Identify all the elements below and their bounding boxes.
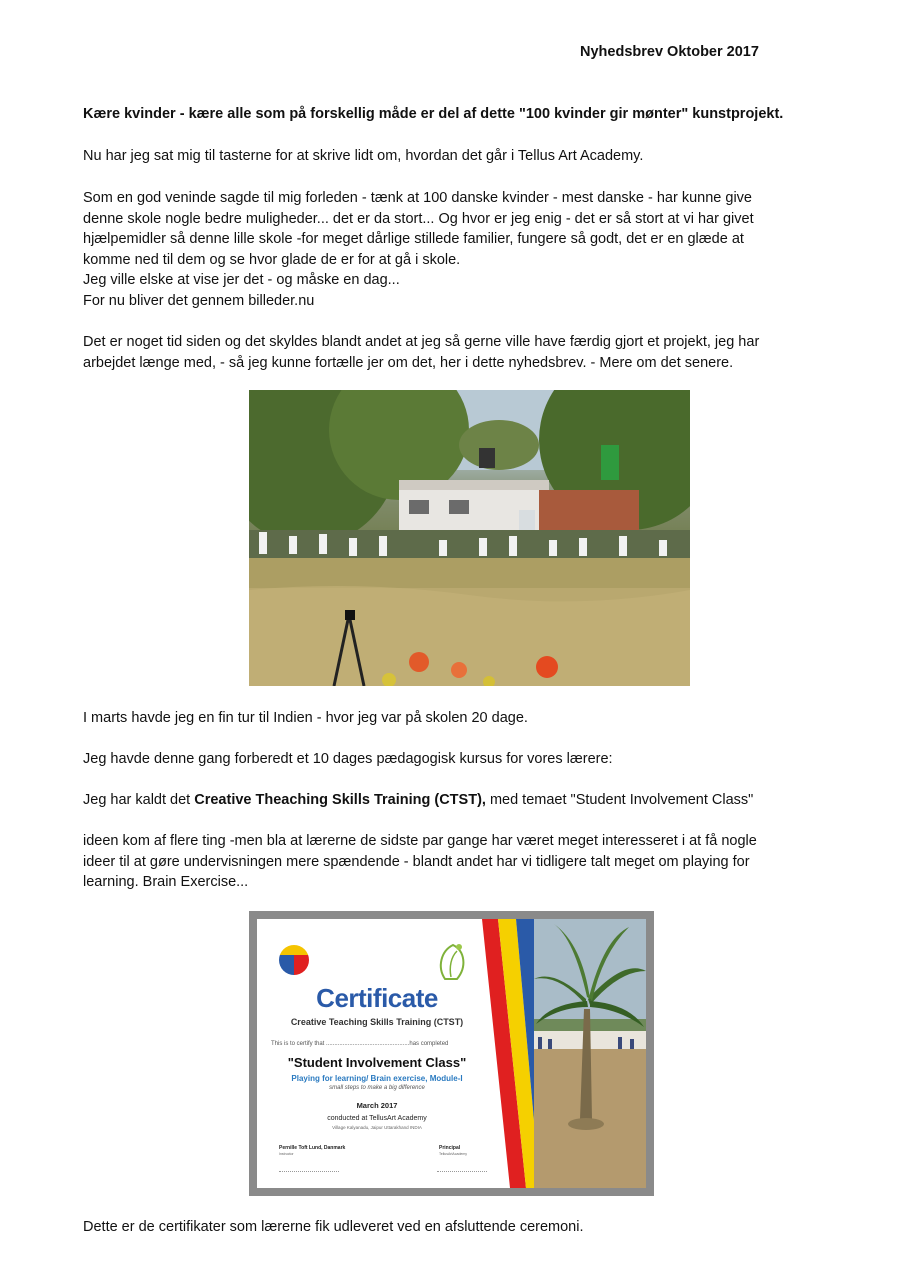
paragraph-2-line: For nu bliver det gennem billeder.nu [83, 292, 315, 309]
paragraph-2-line: komme ned til dem og se hvor glade de er for at gå i skole. [83, 251, 461, 268]
certificate-tagline: small steps to make a big difference [329, 1085, 425, 1091]
paragraph-3-line: Det er noget tid siden og det skyldes blandt andet at jeg så gerne ville have færdig gjort et projekt, jeg har [83, 334, 760, 350]
paragraph-7-line: learning. Brain Exercise... [83, 874, 249, 890]
paragraph-2-line: denne skole nogle bedre muligheder... det er da stort... Og hvor er jeg enig - det er så stort at vi har givet [83, 210, 754, 227]
paragraph-2-line: Jeg ville elske at vise jer det - og måske en dag... [83, 272, 400, 288]
school-photo-scene [249, 390, 690, 686]
paragraph-2-line: Som en god veninde sagde til mig forleden - tænk at 100 danske kvinder - mest danske - har kunne give [83, 190, 752, 206]
tellus-leaf-logo-icon [435, 941, 469, 981]
course-name: Creative Theaching Skills Training (CTST), [194, 792, 486, 808]
palm-tree-photo [534, 919, 646, 1188]
paragraph-7 [83, 831, 823, 893]
paragraph-4: I marts havde jeg en fin tur til Indien - hvor jeg var på skolen 20 dage. [83, 710, 528, 726]
paragraph-2 [83, 188, 823, 311]
certificate-image [249, 911, 654, 1196]
certificate-class-name: "Student Involvement Class" [287, 1055, 467, 1070]
certificate-body [257, 919, 497, 1188]
certificate-address: Village Kalyanadu, Jaipur Uttarakhand INDIA [332, 1125, 422, 1130]
color-stripes [482, 919, 542, 1188]
paragraph-2-line: hjælpemidler så denne lille skole -for meget dårlige stillede familier, fungere så godt, det er en glæde at [83, 231, 744, 247]
paragraph-7-line: ideer til at gøre undervisningen mere spændende - blandt andet har vi tidligere talt meget om playing for [83, 853, 750, 870]
certificate-module: Playing for learning/ Brain exercise, Module-I [291, 1074, 463, 1083]
newsletter-date: Nyhedsbrev Oktober 2017 [580, 44, 759, 60]
greeting: Kære kvinder - kære alle som på forskellig måde er del af dette "100 kvinder gir mønter" kunstprojekt. [83, 106, 784, 122]
paragraph-6-theme: med temaet "Student Involvement Class" [485, 792, 754, 808]
school-photo [249, 390, 690, 686]
certificate-conducted: conducted at TellusArt Academy [327, 1115, 427, 1122]
academy-logo-icon [279, 945, 309, 975]
certificate [257, 919, 646, 1188]
certificate-date: March 2017 [356, 1101, 398, 1110]
paragraph-1: Nu har jeg sat mig til tasterne for at skrive lidt om, hvordan det går i Tellus Art Academy. [83, 148, 644, 164]
certificate-instructor-role: Instructor [279, 1152, 294, 1156]
certificate-subtitle: Creative Teaching Skills Training (CTST) [290, 1017, 464, 1027]
paragraph-3 [83, 332, 823, 373]
certificate-instructor: Pernille Toft Lund, Danmark [279, 1145, 346, 1151]
paragraph-7-line: ideen kom af flere ting -men bla at lærerne de sidste par gange har været meget interesseret i at få nogle [83, 833, 757, 849]
certificate-certify-line: This is to certify that ..................................................has completed [271, 1041, 449, 1047]
certificate-principal-role: TellusArtAcademy [439, 1152, 468, 1156]
certificate-title: Certificate [316, 983, 438, 1013]
paragraph-5: Jeg havde denne gang forberedt et 10 dages pædagogisk kursus for vores lærere: [83, 751, 613, 767]
paragraph-8: Dette er de certifikater som lærerne fik udleveret ved en afsluttende ceremoni. [83, 1219, 584, 1235]
paragraph-6 [83, 790, 823, 811]
paragraph-3-line: arbejdet længe med, - så jeg kunne fortælle jer om det, her i dette nyhedsbrev. - Mere om det senere. [83, 354, 734, 371]
signature-line [437, 1171, 487, 1172]
signature-line [279, 1171, 339, 1172]
certificate-principal: Principal [439, 1145, 461, 1151]
paragraph-6-intro: Jeg har kaldt det [83, 792, 195, 808]
